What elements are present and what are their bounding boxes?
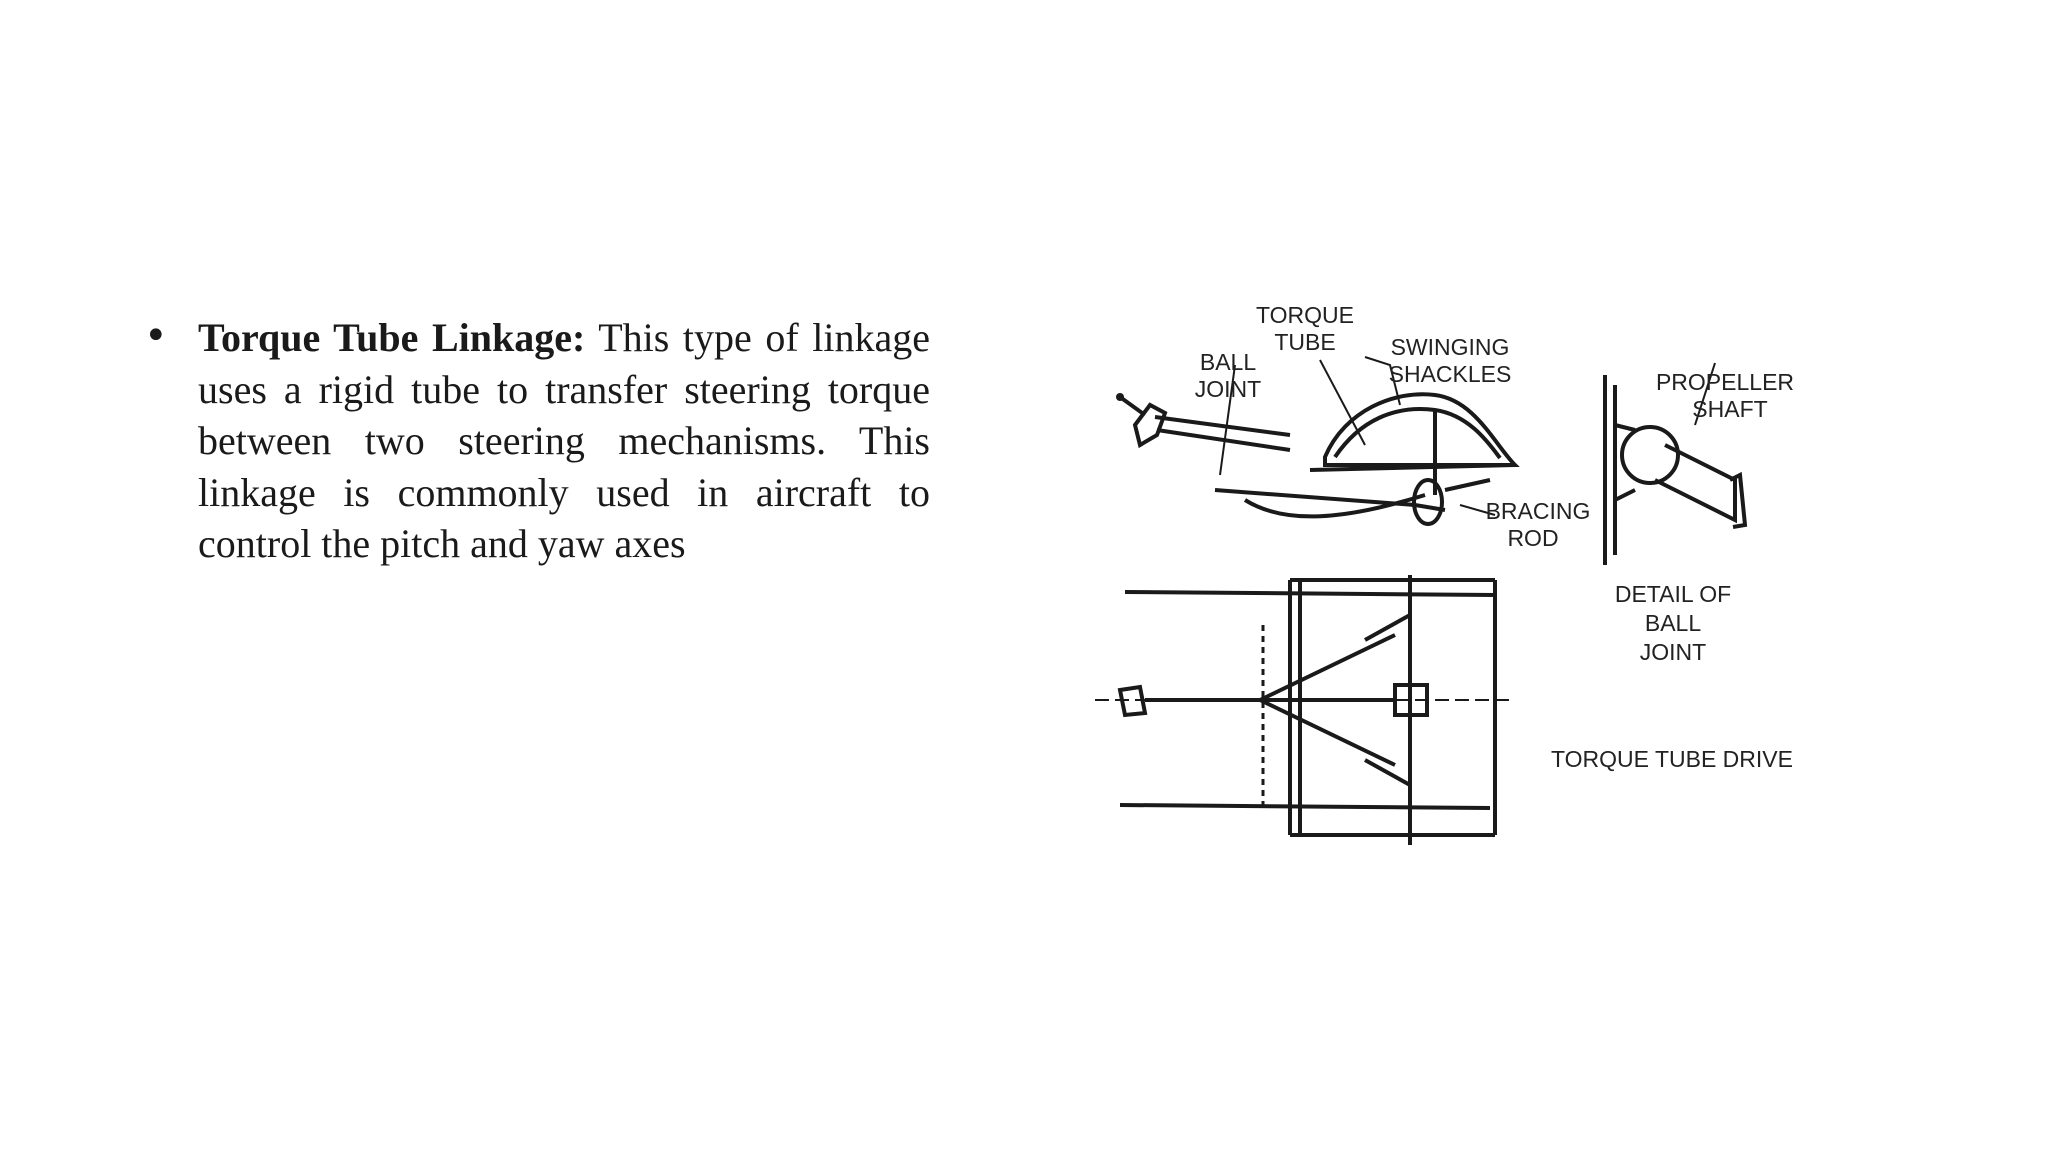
bullet-marker: • — [144, 313, 168, 359]
label-swinging-shackles-line2: SHACKLES — [1388, 361, 1512, 387]
label-bracing-rod-line2: ROD — [1507, 525, 1559, 551]
label-ball-joint-line2: JOINT — [1194, 376, 1262, 402]
label-detail-line3: JOINT — [1639, 639, 1707, 665]
label-detail-line2: BALL — [1644, 610, 1702, 636]
side-view-drawing — [1116, 393, 1515, 524]
label-propeller-shaft-line2: SHAFT — [1692, 396, 1768, 422]
torque-tube-diagram — [1095, 295, 1795, 855]
label-torque-tube-line2: TUBE — [1274, 329, 1336, 355]
bullet-term: Torque Tube Linkage: — [198, 315, 586, 360]
label-torque-tube-line1: TORQUE — [1256, 302, 1354, 328]
top-view-drawing — [1095, 575, 1515, 845]
label-bracing-rod-line1: BRACING — [1485, 498, 1591, 524]
label-propeller-shaft-line1: PROPELLER — [1655, 369, 1795, 395]
label-swinging-shackles-line1: SWINGING — [1390, 334, 1510, 360]
bullet-item — [144, 312, 930, 570]
label-ball-joint-line1: BALL — [1199, 349, 1257, 375]
bullet-paragraph — [198, 312, 930, 570]
figure-caption: TORQUE TUBE DRIVE — [1551, 746, 1793, 772]
label-detail-line1: DETAIL OF — [1614, 581, 1732, 607]
bullet-description: This type of linkage uses a rigid tube to transfer steering torque between two steering mechanisms. This linkage is commonly used in aircraft to control the pitch and yaw axes — [198, 315, 930, 566]
